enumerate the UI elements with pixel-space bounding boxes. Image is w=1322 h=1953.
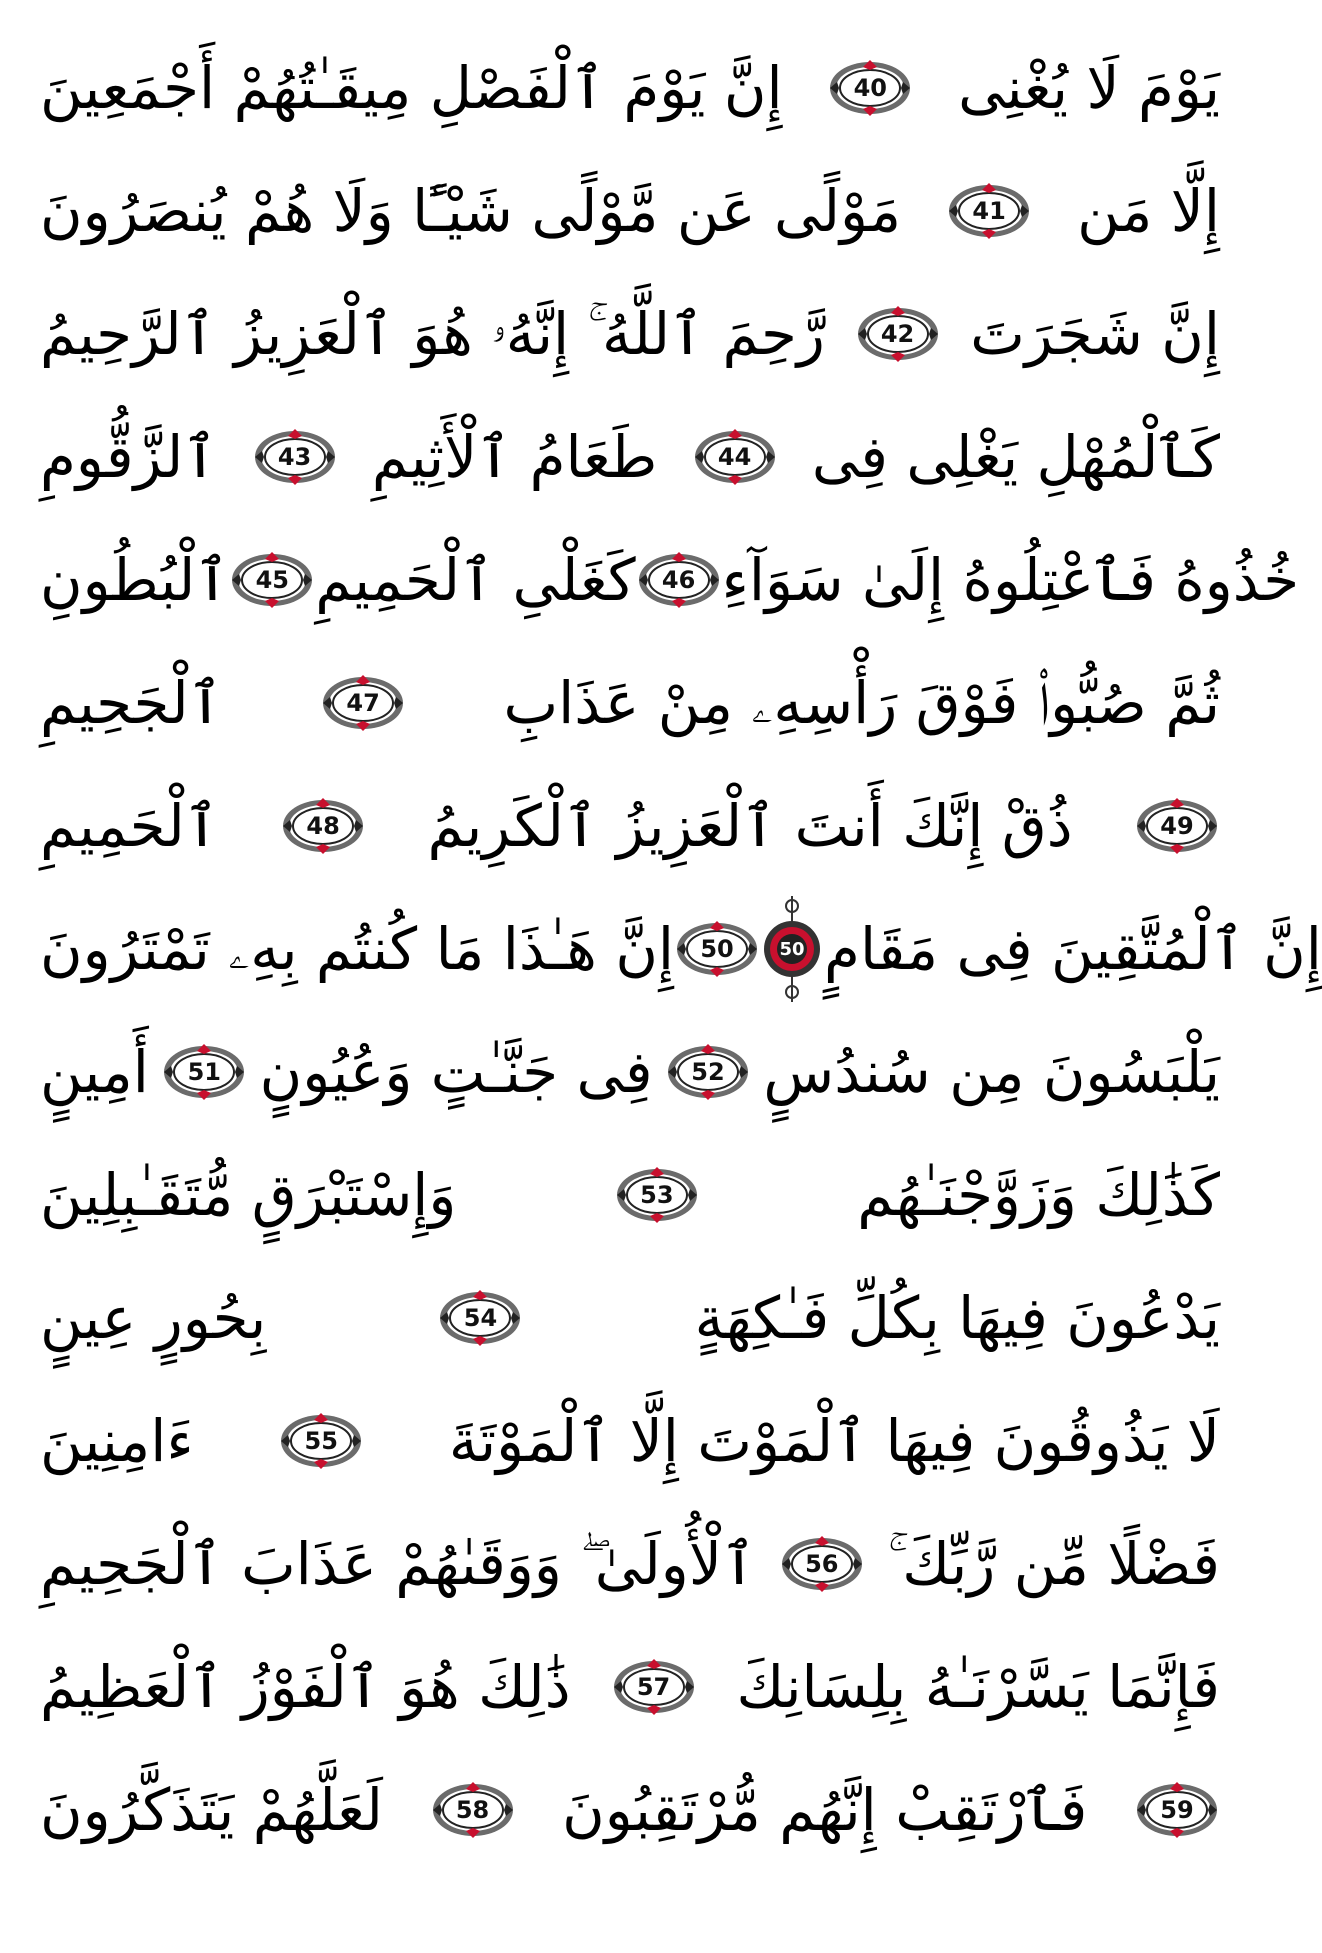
ayah-number: 46 (661, 566, 696, 594)
ayah-number-marker (278, 1411, 364, 1471)
ayah-number-marker (611, 1657, 697, 1717)
hizb-quarter-number: 50 (779, 938, 805, 960)
ayah-number: 49 (1160, 812, 1194, 840)
ayah-number-marker (636, 550, 722, 610)
ayah-number: 43 (277, 443, 312, 471)
verse-text: فَٱرْتَقِبْ إِنَّهُم مُّرْتَقِبُونَ (562, 1776, 1088, 1844)
verse-text: خُذُوهُ فَٱعْتِلُوهُ إِلَىٰ سَوَآءِ (721, 546, 1300, 614)
verse-text: إِنَّ ٱلْمُتَّقِينَ فِى مَقَامٍ (824, 915, 1322, 983)
ayah-number: 42 (880, 320, 915, 348)
ayah-number: 55 (304, 1427, 338, 1455)
verse-text: إِنَّ يَوْمَ ٱلْفَصْلِ مِيقَـٰتُهُمْ أَجْمَعِينَ (40, 54, 783, 122)
verse-line (40, 895, 1322, 1003)
ayah-number: 59 (1160, 1796, 1194, 1824)
verse-line (40, 1387, 1220, 1495)
ayah-number-marker (437, 1288, 523, 1348)
ayah-number: 45 (255, 566, 289, 594)
verse-text: مَوْلًى عَن مَّوْلًى شَيْـًٔا وَلَا هُمْ يُنصَرُونَ (40, 177, 902, 245)
verse-line (40, 157, 1220, 265)
ayah-number-marker (855, 304, 941, 364)
verse-line (40, 1756, 1220, 1864)
ayah-number-marker (827, 58, 913, 118)
verse-line (40, 1141, 1220, 1249)
ayah-number-marker (430, 1780, 516, 1840)
ayah-number-marker (280, 796, 366, 856)
verse-text: كَذَٰلِكَ وَزَوَّجْنَـٰهُم (857, 1161, 1220, 1229)
verse-text: ذَٰلِكَ هُوَ ٱلْفَوْزُ ٱلْعَظِيمُ (40, 1653, 571, 1721)
ayah-number: 44 (717, 443, 752, 471)
verse-text: ثُمَّ صُبُّوا۟ فَوْقَ رَأْسِهِۦ مِنْ عَذَابِ (503, 669, 1220, 737)
verse-text: بِحُورٍ عِينٍ (40, 1284, 267, 1352)
verse-line (40, 403, 1220, 511)
ayah-number: 51 (187, 1058, 221, 1086)
verse-text: يَوْمَ لَا يُغْنِى (958, 54, 1220, 122)
verse-text: طَعَامُ ٱلْأَثِيمِ (371, 423, 658, 491)
ayah-number: 52 (691, 1058, 725, 1086)
verse-text: ءَامِنِينَ (40, 1407, 194, 1475)
ayah-number-marker (1134, 796, 1220, 856)
verse-line (40, 526, 1300, 634)
ayah-number: 57 (636, 1673, 671, 1701)
ayah-number-marker (692, 427, 778, 487)
verse-text: رَّحِمَ ٱللَّهُ ۚ إِنَّهُۥ هُوَ ٱلْعَزِيزُ ٱلرَّحِيمُ (40, 300, 825, 368)
ayah-number: 54 (463, 1304, 498, 1332)
ayah-number-marker (674, 919, 760, 979)
ayah-number: 41 (972, 197, 1006, 225)
ayah-number-marker (946, 181, 1032, 241)
verse-line (40, 280, 1220, 388)
verse-text: فِى جَنَّـٰتٍ وَعُيُونٍ (259, 1038, 653, 1106)
ayah-number-marker (1134, 1780, 1220, 1840)
verse-text: إِلَّا مَن (1077, 177, 1220, 245)
verse-line (40, 772, 1220, 880)
verse-line (40, 34, 1220, 142)
verse-line (40, 1633, 1220, 1741)
verse-line (40, 1018, 1220, 1126)
verse-line (40, 649, 1220, 757)
verse-text: إِنَّ شَجَرَتَ (970, 300, 1220, 368)
verse-text: كَغَلْىِ ٱلْحَمِيمِ (315, 546, 636, 614)
verse-text: ٱلْأُولَىٰ ۖ وَوَقَىٰهُمْ عَذَابَ ٱلْجَحِيمِ (40, 1530, 756, 1598)
ayah-number: 47 (346, 689, 380, 717)
verse-text: يَدْعُونَ فِيهَا بِكُلِّ فَـٰكِهَةٍ (694, 1284, 1220, 1352)
ayah-number: 48 (306, 812, 340, 840)
hizb-quarter-icon (760, 894, 824, 1004)
ayah-number-marker (252, 427, 338, 487)
ayah-number: 40 (853, 74, 888, 102)
ayah-number-marker (161, 1042, 247, 1102)
verse-text: أَمِينٍ (40, 1038, 149, 1106)
verse-text: لَا يَذُوقُونَ فِيهَا ٱلْمَوْتَ إِلَّا ٱلْمَوْتَةَ (448, 1407, 1220, 1475)
verse-text: كَٱلْمُهْلِ يَغْلِى فِى (811, 423, 1220, 491)
verse-text: ٱلْحَمِيمِ (40, 792, 219, 860)
verse-text: فَضْلًا مِّن رَّبِّكَ ۚ (887, 1530, 1220, 1598)
ayah-number: 58 (455, 1796, 490, 1824)
ayah-number: 56 (805, 1550, 839, 1578)
verse-text: ٱلزَّقُّومِ (40, 423, 218, 491)
ayah-number-marker (229, 550, 315, 610)
ayah-number-marker (779, 1534, 865, 1594)
verse-text: وَإِسْتَبْرَقٍ مُّتَقَـٰبِلِينَ (40, 1161, 457, 1229)
verse-text: ٱلْجَحِيمِ (40, 669, 223, 737)
ayah-number: 50 (700, 935, 734, 963)
verse-line (40, 1264, 1220, 1372)
verse-text: ذُقْ إِنَّكَ أَنتَ ٱلْعَزِيزُ ٱلْكَرِيمُ (427, 792, 1073, 860)
ayah-number-marker (320, 673, 406, 733)
verse-text: فَإِنَّمَا يَسَّرْنَـٰهُ بِلِسَانِكَ (736, 1653, 1220, 1721)
verse-line (40, 1510, 1220, 1618)
verse-text: ٱلْبُطُونِ (40, 546, 230, 614)
verse-text: يَلْبَسُونَ مِن سُندُسٍ (763, 1038, 1220, 1106)
verse-text: إِنَّ هَـٰذَا مَا كُنتُم بِهِۦ تَمْتَرُونَ (40, 915, 675, 983)
ayah-number: 53 (640, 1181, 674, 1209)
verse-text: لَعَلَّهُمْ يَتَذَكَّرُونَ (40, 1776, 383, 1844)
ayah-number-marker (665, 1042, 751, 1102)
ayah-number-marker (614, 1165, 700, 1225)
